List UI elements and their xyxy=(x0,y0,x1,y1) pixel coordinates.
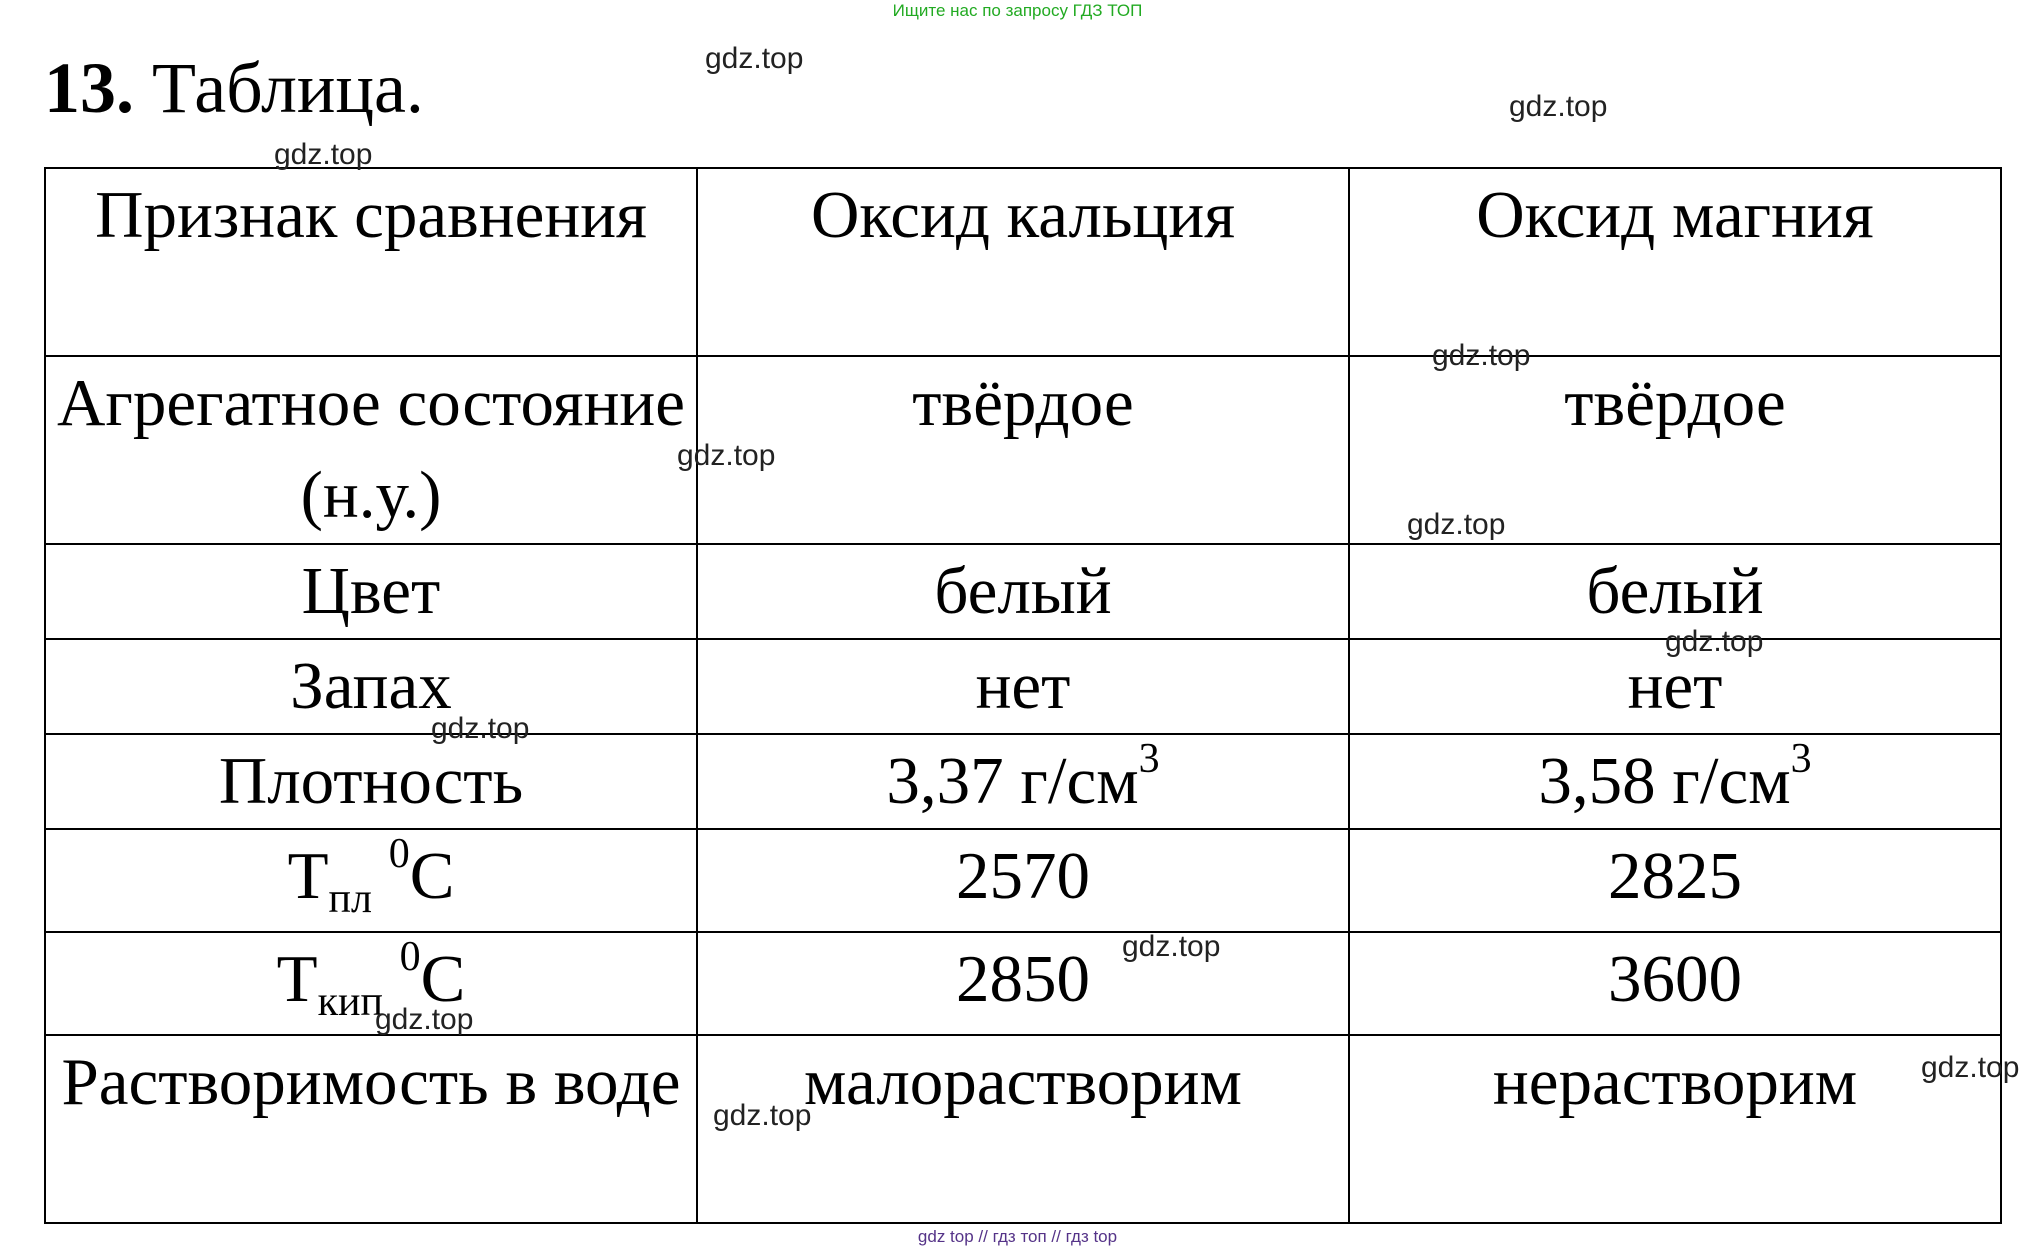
watermark: gdz.top xyxy=(431,712,530,745)
header-cao: Оксид кальция xyxy=(697,168,1349,356)
watermark: gdz.top xyxy=(274,138,373,171)
density-exponent: 3 xyxy=(1138,736,1160,782)
watermark: gdz.top xyxy=(677,439,776,472)
watermark: gdz.top xyxy=(375,1003,474,1036)
row-cao: малорастворим xyxy=(697,1035,1349,1223)
row-mgo: 2825 xyxy=(1349,829,2001,932)
temp-symbol: Т xyxy=(276,942,318,1016)
row-feature: Запах xyxy=(45,639,697,734)
header-feature: Признак сравнения xyxy=(45,168,697,356)
table-row xyxy=(45,356,2001,544)
watermark: gdz.top xyxy=(713,1099,812,1132)
watermark: gdz.top xyxy=(1122,930,1221,963)
table-row xyxy=(45,734,2001,829)
degree-sup: 0 xyxy=(399,934,421,980)
row-feature: Агрегатное состояние (н.у.) xyxy=(45,356,697,544)
table-row xyxy=(45,829,2001,932)
header-mgo: Оксид магния xyxy=(1349,168,2001,356)
row-feature: Растворимость в воде xyxy=(45,1035,697,1223)
temp-unit: С xyxy=(409,839,455,913)
row-cao xyxy=(697,734,1349,829)
table-header-row xyxy=(45,168,2001,356)
row-feature: Цвет xyxy=(45,544,697,639)
row-cao: белый xyxy=(697,544,1349,639)
table-row xyxy=(45,932,2001,1035)
density-value: 3,58 г/см xyxy=(1538,744,1791,818)
top-note: Ищите нас по запросу ГДЗ ТОП xyxy=(892,1,1143,20)
table-row xyxy=(45,1035,2001,1223)
comparison-table xyxy=(44,167,2002,1224)
bottom-note: gdz top // гдз топ // гдз top xyxy=(917,1227,1118,1246)
page-title xyxy=(44,40,424,136)
row-feature xyxy=(45,932,697,1035)
watermark: gdz.top xyxy=(1407,508,1506,541)
density-exponent: 3 xyxy=(1790,736,1812,782)
row-mgo: твёрдое xyxy=(1349,356,2001,544)
row-feature: Плотность xyxy=(45,734,697,829)
watermark: gdz.top xyxy=(1921,1051,2020,1084)
row-feature xyxy=(45,829,697,932)
row-mgo: нерастворим xyxy=(1349,1035,2001,1223)
watermark: gdz.top xyxy=(1665,625,1764,658)
watermark: gdz.top xyxy=(1509,90,1608,123)
temp-unit: С xyxy=(420,942,466,1016)
task-title: Таблица. xyxy=(152,48,424,128)
row-cao: 2850 xyxy=(697,932,1349,1035)
row-cao: 2570 xyxy=(697,829,1349,932)
temp-subscript: кип xyxy=(317,979,383,1025)
row-cao: твёрдое xyxy=(697,356,1349,544)
watermark: gdz.top xyxy=(705,42,804,75)
task-number: 13. xyxy=(44,48,134,128)
row-mgo: 3600 xyxy=(1349,932,2001,1035)
density-value: 3,37 г/см xyxy=(886,744,1139,818)
temp-subscript: пл xyxy=(328,876,372,922)
degree-sup: 0 xyxy=(388,831,410,877)
row-mgo: нет xyxy=(1349,639,2001,734)
temp-symbol: Т xyxy=(287,839,329,913)
row-cao: нет xyxy=(697,639,1349,734)
row-mgo xyxy=(1349,734,2001,829)
row-mgo: белый xyxy=(1349,544,2001,639)
watermark: gdz.top xyxy=(1432,339,1531,372)
